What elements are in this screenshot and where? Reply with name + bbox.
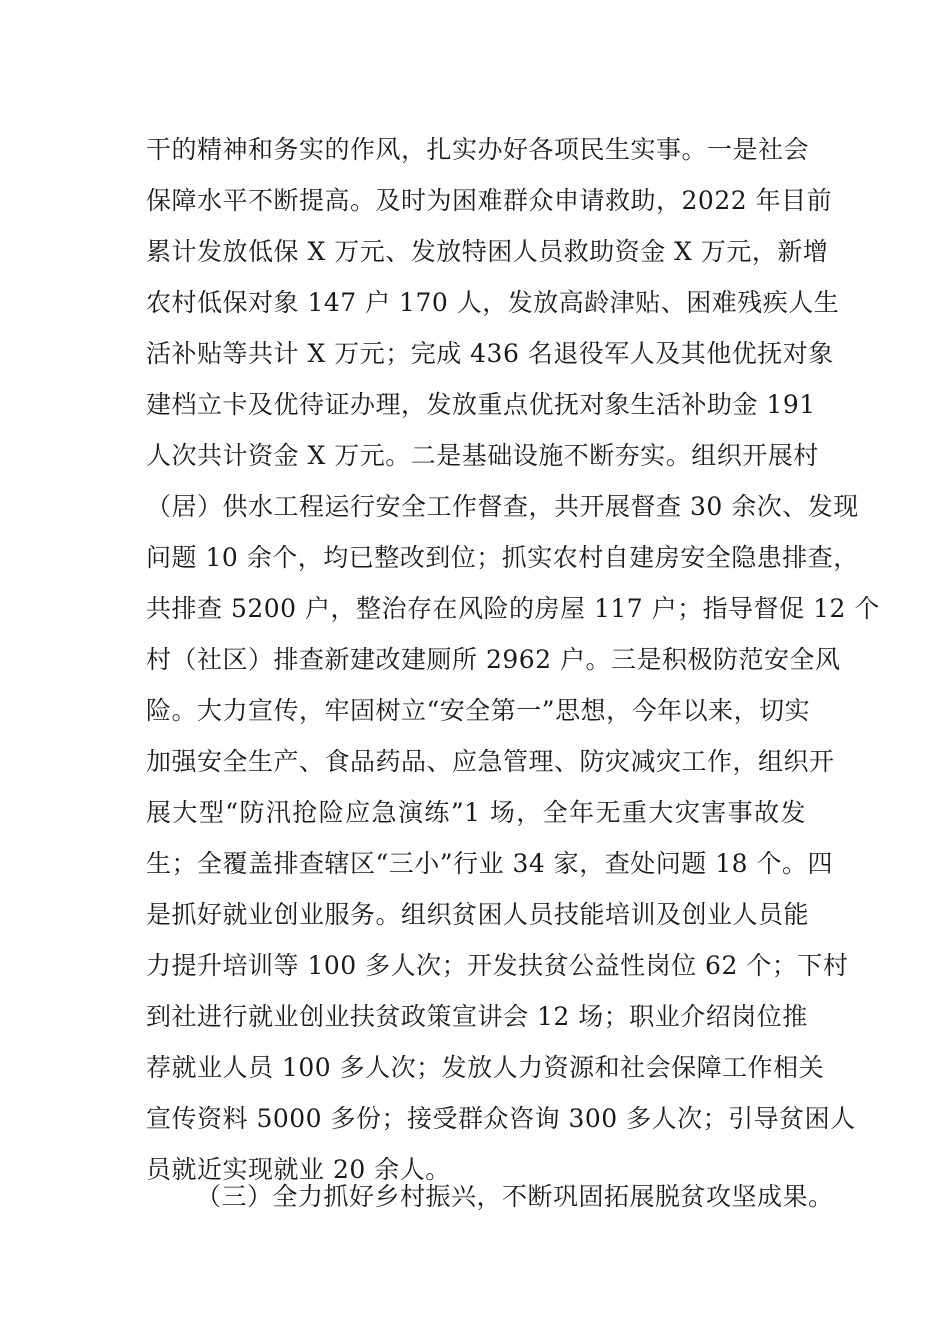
paragraph-line: 累计发放低保 X 万元、发放特困人员救助资金 X 万元，新增 — [146, 237, 829, 266]
paragraph-line: 共排查 5200 户，整治存在风险的房屋 117 户；指导督促 12 个 — [146, 594, 880, 623]
paragraph-line: 人次共计资金 X 万元。二是基础设施不断夯实。组织开展村 — [146, 441, 819, 470]
paragraph-line: 干的精神和务实的作风，扎实办好各项民生实事。一是社会 — [146, 135, 810, 164]
paragraph-line: 加强安全生产、食品药品、应急管理、防灾减灾工作，组织开 — [146, 747, 835, 776]
section-heading: （三）全力抓好乡村振兴，不断巩固拓展脱贫攻坚成果。 — [196, 1182, 834, 1211]
paragraph-line: 展大型“防汛抢险应急演练”1 场，全年无重大灾害事故发 — [146, 798, 806, 827]
paragraph-line: 险。大力宣传，牢固树立“安全第一”思想，今年以来，切实 — [146, 696, 811, 725]
paragraph-line: 问题 10 余个，均已整改到位；抓实农村自建房安全隐患排查， — [146, 543, 859, 572]
paragraph-line: 员就近实现就业 20 余人。 — [146, 1155, 451, 1184]
paragraph-line: 村（社区）排查新建改建厕所 2962 户。三是积极防范安全风 — [146, 645, 841, 674]
paragraph-line: 是抓好就业创业服务。组织贫困人员技能培训及创业人员能 — [146, 900, 810, 929]
paragraph-line: （居）供水工程运行安全工作督查，共开展督查 30 余次、发现 — [146, 492, 859, 521]
paragraph-line: 荐就业人员 100 多人次；发放人力资源和社会保障工作相关 — [146, 1053, 825, 1082]
paragraph-line: 宣传资料 5000 多份；接受群众咨询 300 多人次；引导贫困人 — [146, 1104, 856, 1133]
paragraph-line: 生；全覆盖排查辖区“三小”行业 34 家，查处问题 18 个。四 — [146, 849, 833, 878]
paragraph-line: 到社进行就业创业扶贫政策宣讲会 12 场；职业介绍岗位推 — [146, 1002, 808, 1031]
paragraph-line: 活补贴等共计 X 万元；完成 436 名退役军人及其他优抚对象 — [146, 339, 834, 368]
paragraph-line: 力提升培训等 100 多人次；开发扶贫公益性岗位 62 个；下村 — [146, 951, 849, 980]
paragraph-line: 建档立卡及优待证办理，发放重点优抚对象生活补助金 191 — [146, 390, 816, 419]
paragraph-line: 保障水平不断提高。及时为困难群众申请救助，2022 年目前 — [146, 186, 833, 215]
paragraph-line: 农村低保对象 147 户 170 人，发放高龄津贴、困难残疾人生 — [146, 288, 840, 317]
